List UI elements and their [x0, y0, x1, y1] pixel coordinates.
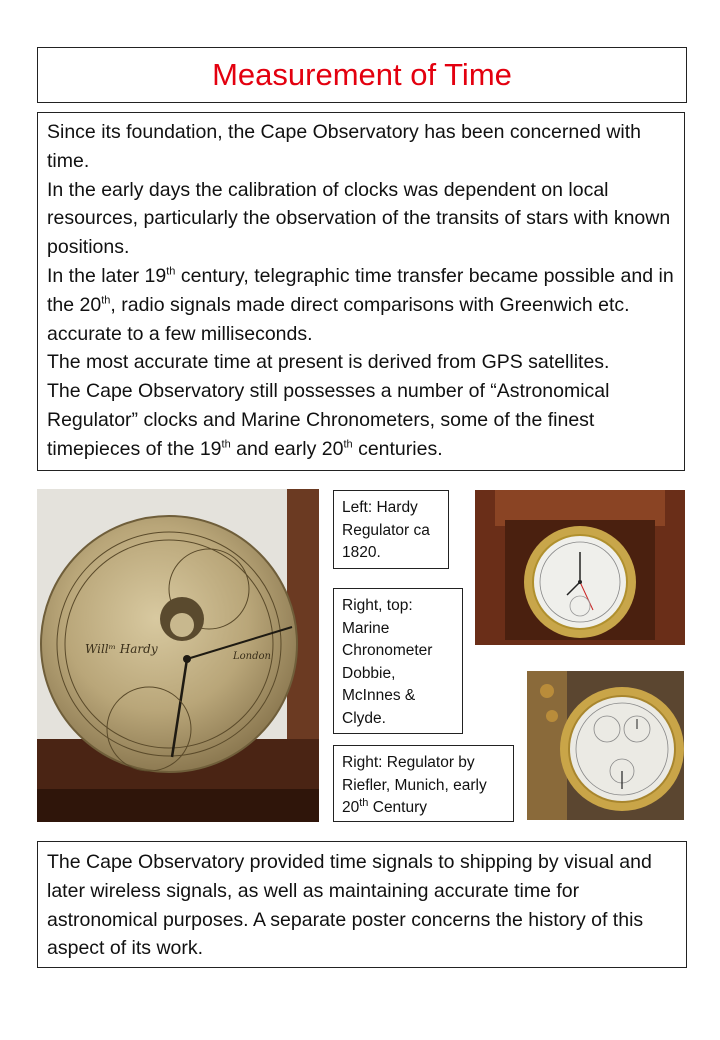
hardy-regulator-photo: [37, 489, 319, 822]
intro-paragraph-5: The Cape Observatory still possesses a number of “Astronomical Regulator” clocks and Marine Chronometers, some of the finest timepieces of the 19th and early 20th centuries.: [47, 380, 610, 460]
marine-chronometer-photo: [475, 490, 685, 645]
riefler-regulator-photo: [527, 671, 684, 820]
intro-text-box: [37, 112, 685, 471]
intro-paragraph-1: Since its foundation, the Cape Observatory has been concerned with time.: [47, 121, 642, 172]
caption-hardy-text: Left: Hardy Regulator ca 1820.: [342, 499, 430, 561]
intro-paragraph-4: The most accurate time at present is derived from GPS satellites.: [47, 351, 610, 374]
footer-text-box: [37, 841, 687, 968]
title-box: [37, 47, 687, 103]
caption-hardy: [333, 490, 449, 569]
page-title: Measurement of Time: [212, 57, 512, 92]
intro-paragraph-3: In the later 19th century, telegraphic time transfer became possible and in the 20th, radio signals made direct comparisons with Greenwich etc. accurate to a few milliseconds.: [47, 264, 674, 345]
caption-riefler-text: Right: Regulator by Riefler, Munich, early 20th Century: [342, 754, 487, 816]
hardy-dial-city: London: [233, 651, 271, 662]
hardy-dial-maker: Willᵐ Hardy: [85, 642, 158, 656]
footer-paragraph: The Cape Observatory provided time signals to shipping by visual and later wireless signals, as well as maintaining accurate time for astronomical purposes. A separate poster concerns the history of this aspect of its work.: [47, 851, 652, 960]
caption-riefler: [333, 745, 514, 822]
intro-paragraph-2: In the early days the calibration of clocks was dependent on local resources, particularly the observation of the transits of stars with known positions.: [47, 178, 671, 259]
caption-marine-text: Right, top: Marine Chronometer Dobbie, McInnes & Clyde.: [342, 597, 433, 727]
caption-marine: [333, 588, 463, 734]
